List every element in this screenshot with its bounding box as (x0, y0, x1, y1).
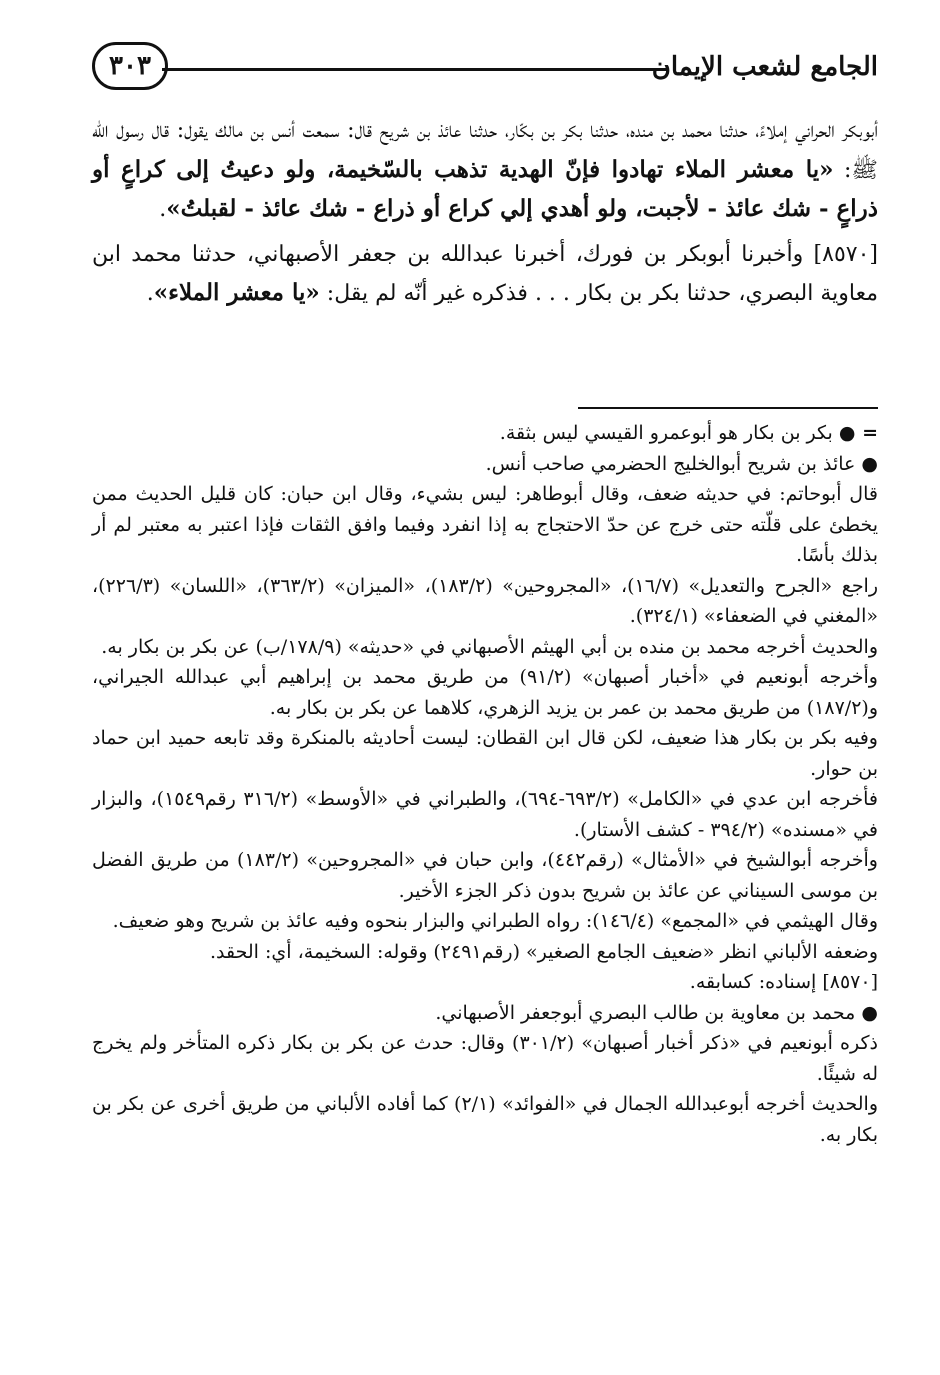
hadith-matn: «يا معشر الملاء تهادوا فإنّ الهدية تذهب بالسّخيمة، ولو دعيتُ إلى كراعٍ أو ذراعٍ - شك عائذ - لأجبت، ولو أهدي إلي كراع أو ذراع - شك عائذ - لقبلتُ» (92, 155, 878, 222)
footnote-line: وفيه بكر بن بكار هذا ضعيف، لكن قال ابن القطان: ليست أحاديثه بالمنكرة وقد تابعه حميد ابن حماد بن حوار. (92, 727, 878, 780)
hadith-paragraph: أبوبكر الحراني إملاءً، حدثنا محمد بن منده، حدثنا بكر بن بكّار، حدثنا عائذ بن شريح قال: سمعت أنس بن مالك يقول: قال رسول الله ﷺ: «يا معشر الملاء تهادوا فإنّ الهدية تذهب بالسّخيمة، ولو دعيتُ إلى كراعٍ أو ذراعٍ - شك عائذ - لأجبت، ولو أهدي إلي كراع أو ذراع - شك عائذ - لقبلتُ». (92, 118, 879, 222)
footnote-line: وأخرجه أبوالشيخ في «الأمثال» (رقم٤٤٢)، وابن حبان في «المجروحين» (١٨٣/٢) من طريق الفضل بن موسى السيناني عن عائذ بن شريح بدون ذكر الجزء الأخير. (92, 849, 878, 902)
footnote-separator (578, 407, 878, 409)
footnote-line: وأخرجه أبونعيم في «أخبار أصبهان» (٩١/٢) من طريق محمد بن إبراهيم أبي عبدالله الجيراني، و(١٨٧/٢) من طريق محمد بن عمر بن يزيد الزهري، كلاهما عن بكر بن بكار به. (92, 666, 878, 719)
book-title: الجامع لشعب الإيمان (651, 52, 878, 82)
footnote-line: فأخرجه ابن عدي في «الكامل» (٦٩٣/٢-٦٩٤)، والطبراني في «الأوسط» (٣١٦/٢ رقم١٥٤٩)، والبزار في «مسنده» (٣٩٤/٢ - كشف الأستار). (92, 788, 878, 841)
header-rule (162, 68, 668, 71)
main-text (92, 112, 878, 320)
footnote-line: قال أبوحاتم: في حديثه ضعف، وقال أبوطاهر: ليس بشيء، وقال ابن حبان: كان قليل الحديث ممن يخطئ على قلّته حتى خرج عن حدّ الاحتجاج به إذا انفرد وفيما وافق الثقات فإذا اعتبر به معتبر لم أر بذلك بأسًا. (92, 483, 878, 566)
footnote-line: ذكره أبونعيم في «ذكر أخبار أصبهان» (٣٠١/٢) وقال: حدث عن بكر بن بكار ذكره المتأخر ولم يخرج له شيئًا. (92, 1032, 878, 1085)
footnote-line: والحديث أخرجه أبوعبدالله الجمال في «الفوائد» (٢/١) كما أفاده الألباني من طريق أخرى عن بكر بن بكار به. (92, 1093, 878, 1146)
hadith-quote: «يا معشر الملاء» (153, 279, 320, 306)
footnote-line: والحديث أخرجه محمد بن منده بن أبي الهيثم الأصبهاني في «حديثه» (١٧٨/٩/ب) عن بكر بن بكار به. (101, 635, 878, 658)
footnote-line: [٨٥٧٠] إسناده: كسابقه. (689, 971, 878, 993)
page-header (92, 38, 878, 98)
footnote-line: وقال الهيثمي في «المجمع» (١٤٦/٤): رواه الطبراني والبزار بنحوه وفيه عائذ بن شريح وهو ضعيف. (112, 910, 878, 932)
page-number: ٣٠٣ (92, 42, 168, 90)
footnote-line: ● محمد بن معاوية بن طالب البصري أبوجعفر الأصبهاني. (435, 1001, 878, 1024)
footnote-line: وضعفه الألباني انظر «ضعيف الجامع الصغير» (رقم٢٤٩١) وقوله: السخيمة، أي: الحقد. (210, 940, 878, 963)
hadith-paragraph-8570: [٨٥٧٠] وأخبرنا أبوبكر بن فورك، أخبرنا عبدالله بن جعفر الأصبهاني، حدثنا محمد ابن معاوية البصري، حدثنا بكر بن بكار . . . فذكره غير أنّه لم يقل: «يا معشر الملاء». (92, 241, 878, 306)
isnad-text: [٨٥٧٠] وأخبرنا أبوبكر بن فورك، أخبرنا عبدالله بن جعفر الأصبهاني، حدثنا محمد ابن معاوية البصري، حدثنا بكر بن بكار . . . فذكره غير أنّه لم يقل: (92, 241, 878, 306)
isnad-text: أبوبكر الحراني إملاءً، حدثنا محمد بن منده، حدثنا بكر بن بكّار، حدثنا عائذ بن شريح قال: سمعت أنس بن مالك يقول: قال رسول الله ﷺ: (92, 118, 879, 183)
footnote-line: = ● بكر بن بكار هو أبوعمرو القيسي ليس بثقة. (499, 422, 878, 444)
footnote-line: راجع «الجرح والتعديل» (١٦/٧)، «المجروحين» (١٨٣/٢)، «الميزان» (٣٦٣/٢)، «اللسان» (٢٢٦/٣)، «المغني في الضعفاء» (٣٢٤/١). (92, 574, 879, 627)
footnote-line: ● عائذ بن شريح أبوالخليج الحضرمي صاحب أنس. (485, 452, 878, 475)
footnotes (92, 418, 878, 1150)
